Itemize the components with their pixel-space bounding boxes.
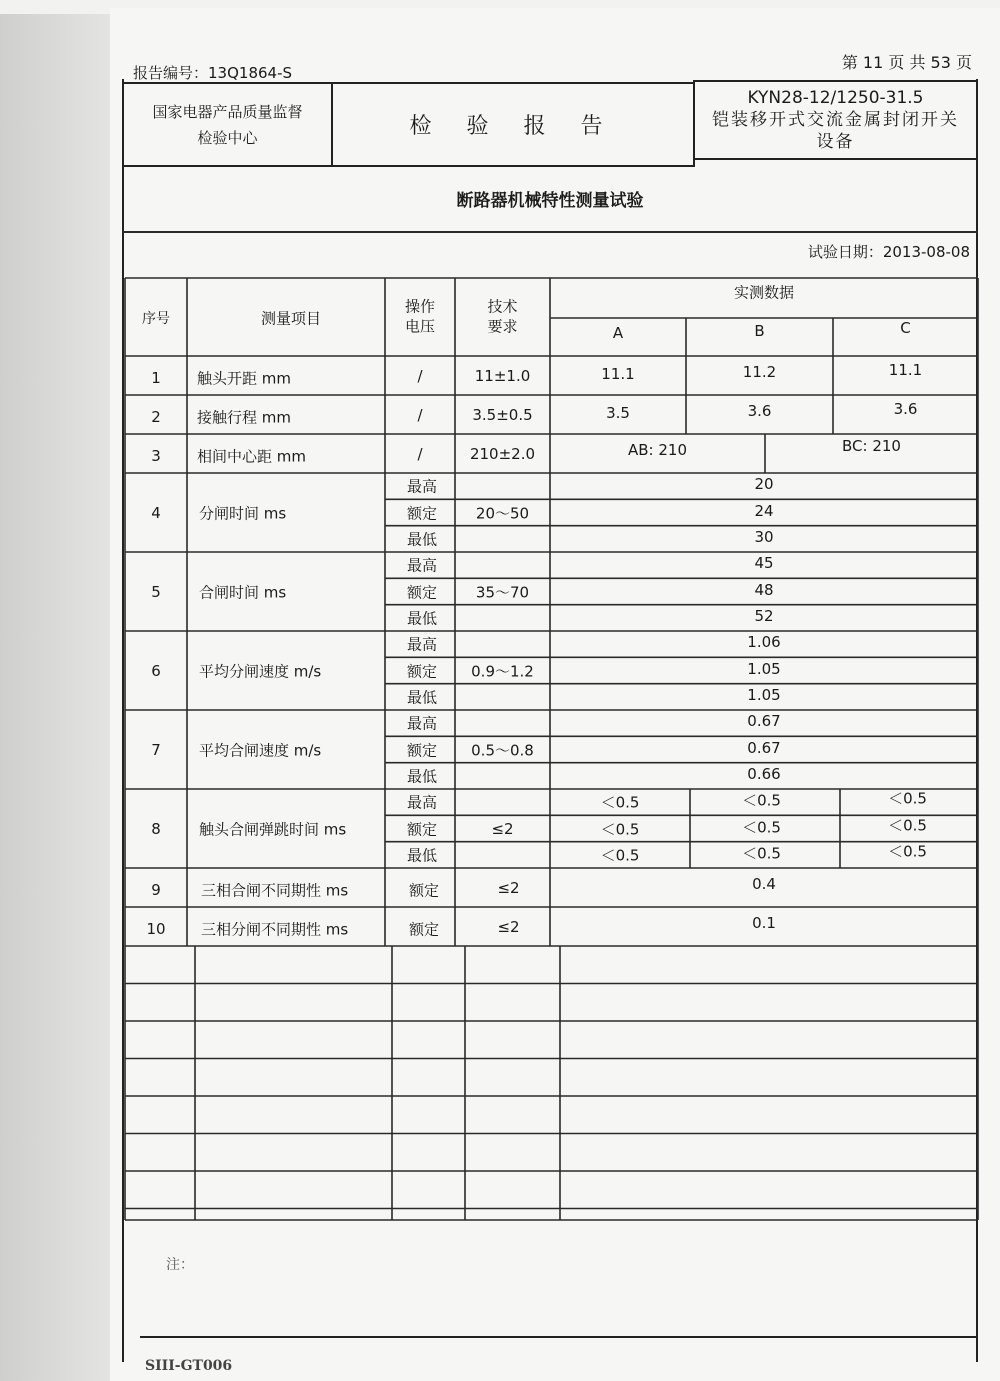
- product-model: KYN28-12/1250-31.5: [747, 88, 924, 108]
- row-9-item: 三相合闸不同期性 ms: [201, 881, 349, 899]
- org-line-2: 检验中心: [197, 128, 258, 147]
- row-5-seq: 5: [151, 582, 161, 601]
- row-9-value: 0.4: [752, 874, 776, 893]
- row-5-item: 合闸时间 ms: [199, 583, 287, 601]
- row-5-voltage-3: 最低: [406, 609, 438, 628]
- header-requirement-line-1: 技术: [487, 297, 518, 316]
- note-label: 注：: [166, 1257, 194, 1273]
- row-2-item: 接触行程 mm: [197, 408, 291, 426]
- row-7-value-3: 0.66: [747, 764, 781, 783]
- row-8-seq: 8: [151, 819, 161, 838]
- row-2-value-a: 3.5: [606, 403, 630, 422]
- row-7-requirement: 0.5～0.8: [471, 741, 534, 759]
- header-item: 测量项目: [260, 309, 322, 328]
- row-8-value-1-a: ＜0.5: [600, 793, 640, 812]
- row-4-value-1: 20: [754, 475, 774, 494]
- row-10-voltage: 额定: [408, 920, 440, 938]
- row-7-voltage-1: 最高: [406, 714, 438, 733]
- row-5-voltage-1: 最高: [406, 556, 438, 575]
- row-10-requirement: ≤2: [497, 917, 520, 936]
- row-8-value-2-b: ＜0.5: [742, 818, 781, 836]
- row-7-value-2: 0.67: [747, 738, 781, 757]
- row-7-voltage-3: 最低: [406, 767, 438, 786]
- header-phase-c: C: [900, 319, 911, 337]
- row-8-value-3-c: ＜0.5: [888, 842, 927, 861]
- row-8-value-1-b: ＜0.5: [742, 791, 781, 810]
- org-line-1: 国家电器产品质量监督: [152, 102, 303, 121]
- row-3-requirement: 210±2.0: [469, 444, 536, 463]
- product-name-line-2: 设备: [816, 132, 855, 152]
- header-requirement-line-2: 要求: [487, 317, 518, 336]
- row-2-value-b: 3.6: [747, 401, 772, 420]
- row-8-voltage-1: 最高: [406, 793, 438, 812]
- header-phase-a: A: [612, 324, 624, 342]
- row-6-value-1: 1.06: [747, 633, 781, 652]
- row-1-value-c: 11.1: [888, 360, 923, 379]
- row-4-seq: 4: [151, 503, 161, 522]
- row-3-item: 相间中心距 mm: [197, 447, 306, 465]
- row-6-value-3: 1.05: [747, 685, 781, 704]
- row-8-value-1-c: ＜0.5: [888, 789, 927, 808]
- row-7-value-1: 0.67: [747, 712, 781, 731]
- row-2-value-c: 3.6: [893, 399, 918, 418]
- row-8-item: 触头合闸弹跳时间 ms: [199, 820, 347, 838]
- row-6-value-2: 1.05: [747, 659, 781, 678]
- row-6-requirement: 0.9～1.2: [471, 662, 534, 680]
- row-9-seq: 9: [151, 880, 161, 899]
- row-6-item: 平均分闸速度 m/s: [199, 662, 322, 680]
- row-1-voltage: /: [417, 366, 423, 385]
- row-8-value-3-a: ＜0.5: [600, 846, 640, 865]
- product-name-line-1: 铠装移开式交流金属封闭开关: [712, 110, 959, 130]
- row-5-requirement: 35～70: [475, 583, 530, 601]
- header-voltage-line-2: 电压: [404, 317, 436, 336]
- test-date: 试验日期：2013-08-08: [807, 243, 970, 261]
- row-5-value-2: 48: [754, 580, 774, 599]
- row-5-value-1: 45: [754, 554, 774, 573]
- row-4-value-3: 30: [754, 527, 774, 546]
- row-9-requirement: ≤2: [497, 878, 520, 897]
- row-7-item: 平均合闸速度 m/s: [199, 741, 322, 759]
- header-seq: 序号: [142, 311, 170, 327]
- report-number: 报告编号：13Q1864-S: [133, 64, 293, 82]
- row-7-seq: 7: [151, 740, 161, 759]
- row-8-value-2-c: ＜0.5: [888, 816, 927, 834]
- row-3-seq: 3: [151, 446, 161, 465]
- page-indicator: 第 11 页 共 53 页: [841, 53, 972, 72]
- row-10-seq: 10: [146, 919, 166, 938]
- row-3-voltage: /: [417, 444, 423, 463]
- row-1-seq: 1: [151, 368, 161, 387]
- row-1-item: 触头开距 mm: [197, 369, 291, 387]
- row-1-value-a: 11.1: [601, 364, 635, 383]
- row-1-requirement: 11±1.0: [474, 366, 531, 385]
- row-8-value-3-b: ＜0.5: [742, 844, 781, 863]
- row-9-voltage: 额定: [408, 881, 440, 899]
- row-2-requirement: 3.5±0.5: [472, 405, 533, 424]
- row-1-value-b: 11.2: [742, 362, 777, 381]
- row-10-value: 0.1: [752, 913, 776, 932]
- row-8-requirement: ≤2: [491, 819, 514, 838]
- row-4-voltage-2: 额定: [406, 504, 438, 522]
- report-title: 检 验 报 告: [331, 82, 695, 167]
- row-5-value-3: 52: [754, 606, 774, 625]
- row-2-seq: 2: [151, 407, 161, 426]
- row-6-seq: 6: [151, 661, 161, 680]
- row-2-voltage: /: [417, 405, 423, 424]
- row-4-voltage-1: 最高: [406, 477, 438, 496]
- row-3-value-bc: BC: 210: [842, 436, 901, 455]
- row-4-value-2: 24: [754, 501, 774, 520]
- row-6-voltage-1: 最高: [406, 635, 438, 654]
- header-measured-data: 实测数据: [733, 283, 795, 302]
- test-title: 断路器机械特性测量试验: [456, 191, 644, 211]
- row-3-value-ab: AB: 210: [627, 440, 688, 459]
- row-8-voltage-2: 额定: [406, 820, 438, 838]
- row-8-value-2-a: ＜0.5: [600, 820, 640, 838]
- header-voltage-line-1: 操作: [404, 297, 436, 316]
- row-4-requirement: 20～50: [475, 504, 530, 522]
- row-6-voltage-3: 最低: [406, 688, 438, 707]
- row-6-voltage-2: 额定: [406, 662, 438, 680]
- row-7-voltage-2: 额定: [406, 741, 438, 759]
- row-4-voltage-3: 最低: [406, 530, 438, 549]
- header-phase-b: B: [754, 322, 765, 340]
- row-8-voltage-3: 最低: [406, 846, 438, 865]
- row-4-item: 分闸时间 ms: [199, 504, 287, 522]
- row-10-item: 三相分闸不同期性 ms: [201, 920, 349, 938]
- form-code: SIII-GT006: [145, 1358, 233, 1374]
- row-5-voltage-2: 额定: [406, 583, 438, 601]
